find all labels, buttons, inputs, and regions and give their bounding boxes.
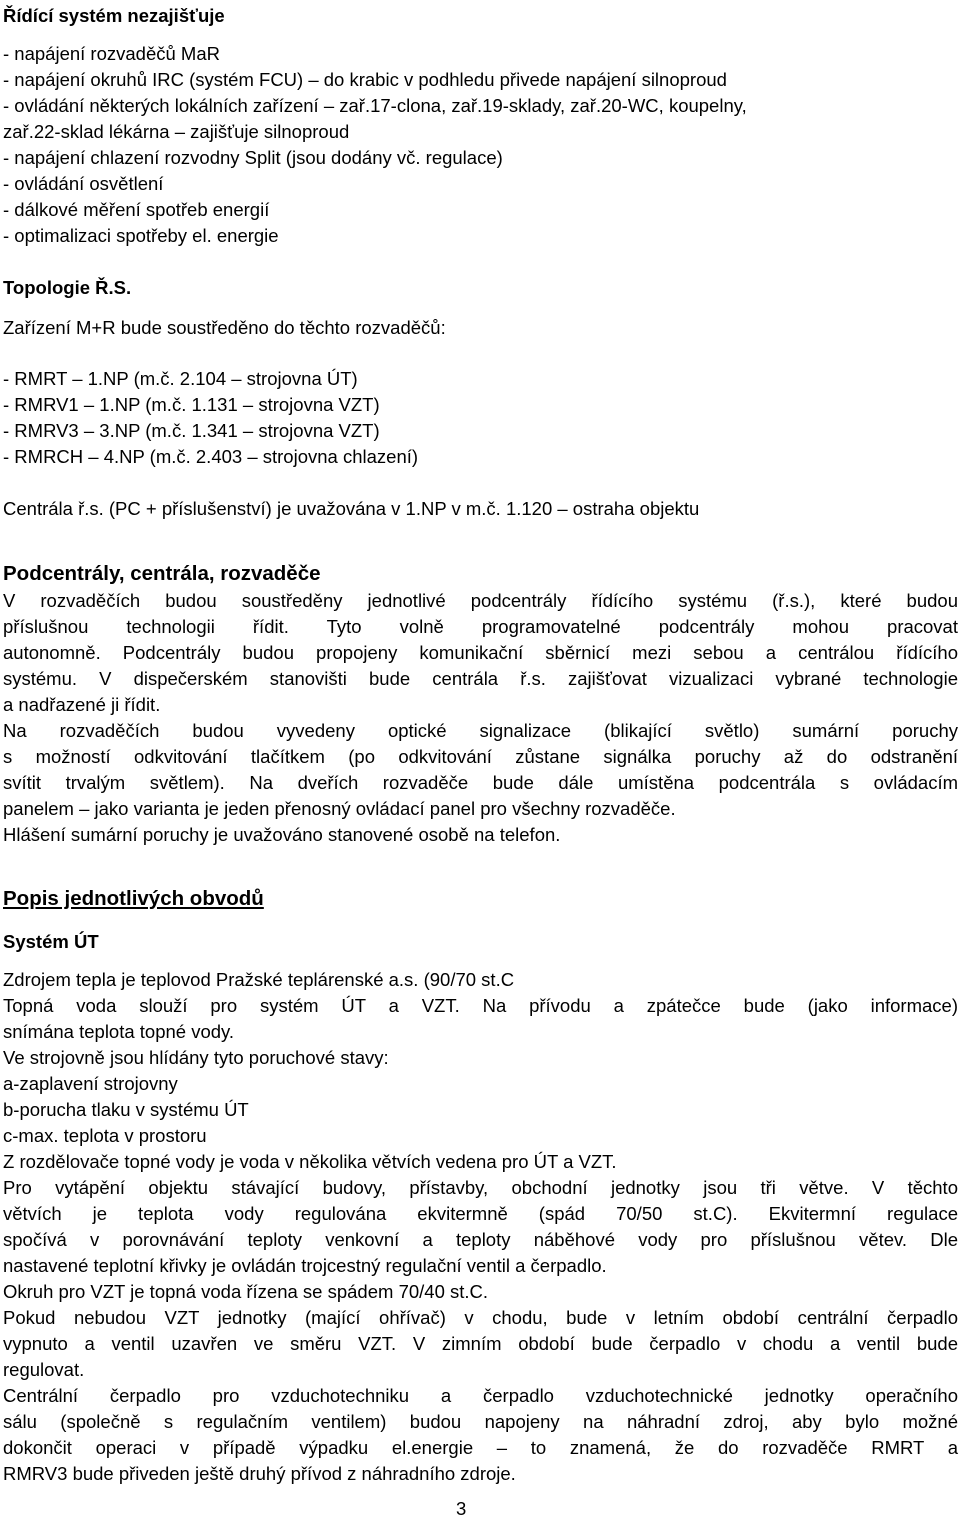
central-location: Centrála ř.s. (PC + příslušenství) je uvažována v 1.NP v m.č. 1.120 – ostraha objektu	[3, 498, 700, 519]
list-item: - RMRV1 – 1.NP (m.č. 1.131 – strojovna VZT)	[3, 394, 380, 415]
list-item: - RMRV3 – 3.NP (m.č. 1.341 – strojovna VZT)	[3, 420, 380, 441]
topology-intro: Zařízení M+R bude soustředěno do těchto rozvaděčů:	[3, 317, 446, 338]
paragraph-line: RMRV3 bude přiveden ještě druhý přívod z náhradního zdroje.	[3, 1463, 516, 1484]
paragraph-line: autonomně. Podcentrály budou propojeny komunikační sběrnicí mezi sebou a centrálou řídícího	[3, 642, 958, 663]
heading-circuit-description: Popis jednotlivých obvodů	[3, 887, 264, 910]
paragraph-line: Zdrojem tepla je teplovod Pražské teplárenské a.s. (90/70 st.C	[3, 969, 515, 990]
paragraph-line: svítit trvalým světlem). Na dveřích rozvaděče bude dále umístěna podcentrála s ovládacím	[3, 772, 958, 793]
paragraph-line: spočívá v porovnávání teploty venkovní a teploty náběhové vody pro příslušnou větev. Dle	[3, 1229, 958, 1250]
list-item: - napájení chlazení rozvodny Split (jsou dodány vč. regulace)	[3, 147, 503, 168]
paragraph-line: Hlášení sumární poruchy je uvažováno stanovené osobě na telefon.	[3, 824, 561, 845]
list-item: - napájení rozvaděčů MaR	[3, 43, 220, 64]
paragraph-line: snímána teplota topné vody.	[3, 1021, 235, 1042]
list-item: - ovládání osvětlení	[3, 173, 164, 194]
paragraph-line: vypnuto a ventil uzavřen ve směru VZT. V zimním období bude čerpadlo v chodu a ventil bude	[3, 1333, 958, 1354]
heading-rs-not-provide: Řídící systém nezajišťuje	[3, 5, 225, 26]
paragraph-line: systému. V dispečerském stanovišti bude centrála ř.s. zajišťovat vizualizaci vybrané technologie	[3, 668, 958, 689]
paragraph-line: nastavené teplotní křivky je ovládán trojcestný regulační ventil a čerpadlo.	[3, 1255, 607, 1276]
paragraph-line: Centrální čerpadlo pro vzduchotechniku a čerpadlo vzduchotechnické jednotky operačního	[3, 1385, 958, 1406]
page-number: 3	[456, 1498, 467, 1519]
list-item: - optimalizaci spotřeby el. energie	[3, 225, 279, 246]
list-item: zař.22-sklad lékárna – zajišťuje silnoproud	[3, 121, 350, 142]
paragraph-line: Pokud nebudou VZT jednotky (mající ohřívač) v chodu, bude v letním období centrální čerpadlo	[3, 1307, 958, 1328]
list-item: - dálkové měření spotřeb energií	[3, 199, 270, 220]
paragraph-line: Ve strojovně jsou hlídány tyto poruchové stavy:	[3, 1047, 389, 1068]
list-item: - napájení okruhů IRC (systém FCU) – do krabic v podhledu přivede napájení silnoproud	[3, 69, 727, 90]
paragraph-line: Okruh pro VZT je topná voda řízena se spádem 70/40 st.C.	[3, 1281, 489, 1302]
paragraph-line: panelem – jako varianta je jeden přenosný ovládací panel pro všechny rozvaděče.	[3, 798, 676, 819]
heading-topology: Topologie Ř.S.	[3, 277, 132, 298]
paragraph-line: větvích je teplota vody regulována ekvitermně (spád 70/50 st.C). Ekvitermní regulace	[3, 1203, 958, 1224]
paragraph-line: s možností odkvitování tlačítkem (po odkvitování zůstane signálka poruchy až do odstranění	[3, 746, 958, 767]
paragraph-line: b-porucha tlaku v systému ÚT	[3, 1099, 249, 1120]
paragraph-line: a nadřazené ji řídit.	[3, 694, 161, 715]
heading-substations: Podcentrály, centrála, rozvaděče	[3, 562, 321, 585]
paragraph-line: regulovat.	[3, 1359, 85, 1380]
paragraph-line: sálu (společně s regulačním ventilem) budou napojeny na náhradní zdroj, aby bylo možné	[3, 1411, 958, 1432]
heading-heating-system: Systém ÚT	[3, 931, 99, 952]
paragraph-line: Pro vytápění objektu stávající budovy, přístavby, obchodní jednotky jsou tři větve. V těchto	[3, 1177, 958, 1198]
paragraph-line: V rozvaděčích budou soustředěny jednotlivé podcentrály řídícího systému (ř.s.), které budou	[3, 590, 958, 611]
list-item: - RMRCH – 4.NP (m.č. 2.403 – strojovna chlazení)	[3, 446, 419, 467]
paragraph-line: Z rozdělovače topné vody je voda v několika větvích vedena pro ÚT a VZT.	[3, 1151, 617, 1172]
paragraph-line: dokončit operaci v případě výpadku el.energie – to znamená, že do rozvaděče RMRT a	[3, 1437, 958, 1458]
list-item: - RMRT – 1.NP (m.č. 2.104 – strojovna ÚT)	[3, 368, 358, 389]
paragraph-line: c-max. teplota v prostoru	[3, 1125, 207, 1146]
paragraph-line: Na rozvaděčích budou vyvedeny optické signalizace (blikající světlo) sumární poruchy	[3, 720, 958, 741]
paragraph-line: a-zaplavení strojovny	[3, 1073, 178, 1094]
paragraph-line: příslušnou technologii řídit. Tyto volně programovatelné podcentrály mohou pracovat	[3, 616, 958, 637]
list-item: - ovládání některých lokálních zařízení – zař.17-clona, zař.19-sklady, zař.20-WC, koupelny,	[3, 95, 747, 116]
paragraph-line: Topná voda slouží pro systém ÚT a VZT. Na přívodu a zpátečce bude (jako informace)	[3, 995, 958, 1016]
